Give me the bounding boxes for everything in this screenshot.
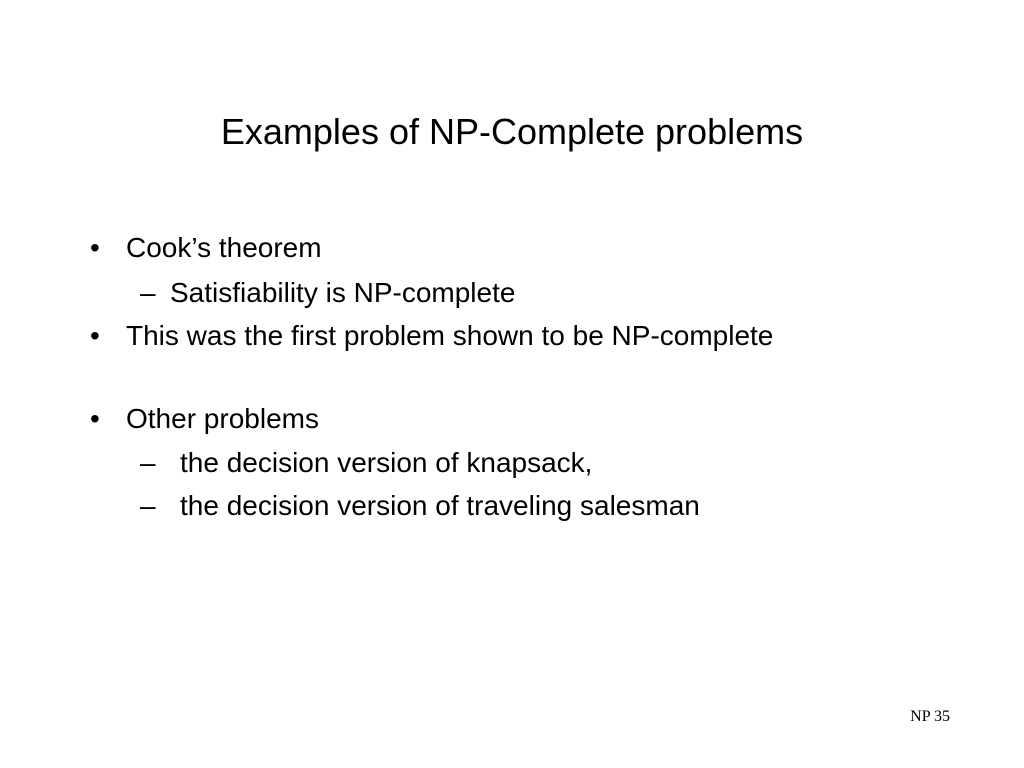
bullet-item bbox=[90, 401, 930, 437]
bullet-text: Cook’s theorem bbox=[126, 232, 322, 263]
bullet-text: Other problems bbox=[126, 403, 319, 434]
sub-item-text: the decision version of knapsack, bbox=[180, 447, 593, 478]
slide-title: Examples of NP-Complete problems bbox=[220, 111, 804, 152]
bullet-marker: • bbox=[90, 232, 100, 263]
sub-item bbox=[140, 445, 920, 481]
sub-item-text: the decision version of traveling salesman bbox=[180, 490, 700, 521]
sub-item-marker: – bbox=[140, 277, 156, 308]
sub-item-marker: – bbox=[140, 490, 156, 521]
bullet-item bbox=[90, 230, 930, 266]
slide-number: NP 35 bbox=[910, 708, 950, 725]
sub-item bbox=[140, 275, 920, 311]
sub-item-text: Satisfiability is NP-complete bbox=[170, 277, 516, 308]
sub-item-marker: – bbox=[140, 447, 156, 478]
bullet-marker: • bbox=[90, 403, 100, 434]
sub-item bbox=[140, 488, 920, 524]
bullet-marker: • bbox=[90, 320, 100, 351]
bullet-item bbox=[90, 318, 990, 354]
bullet-text: This was the first problem shown to be NP-complete bbox=[126, 320, 774, 351]
